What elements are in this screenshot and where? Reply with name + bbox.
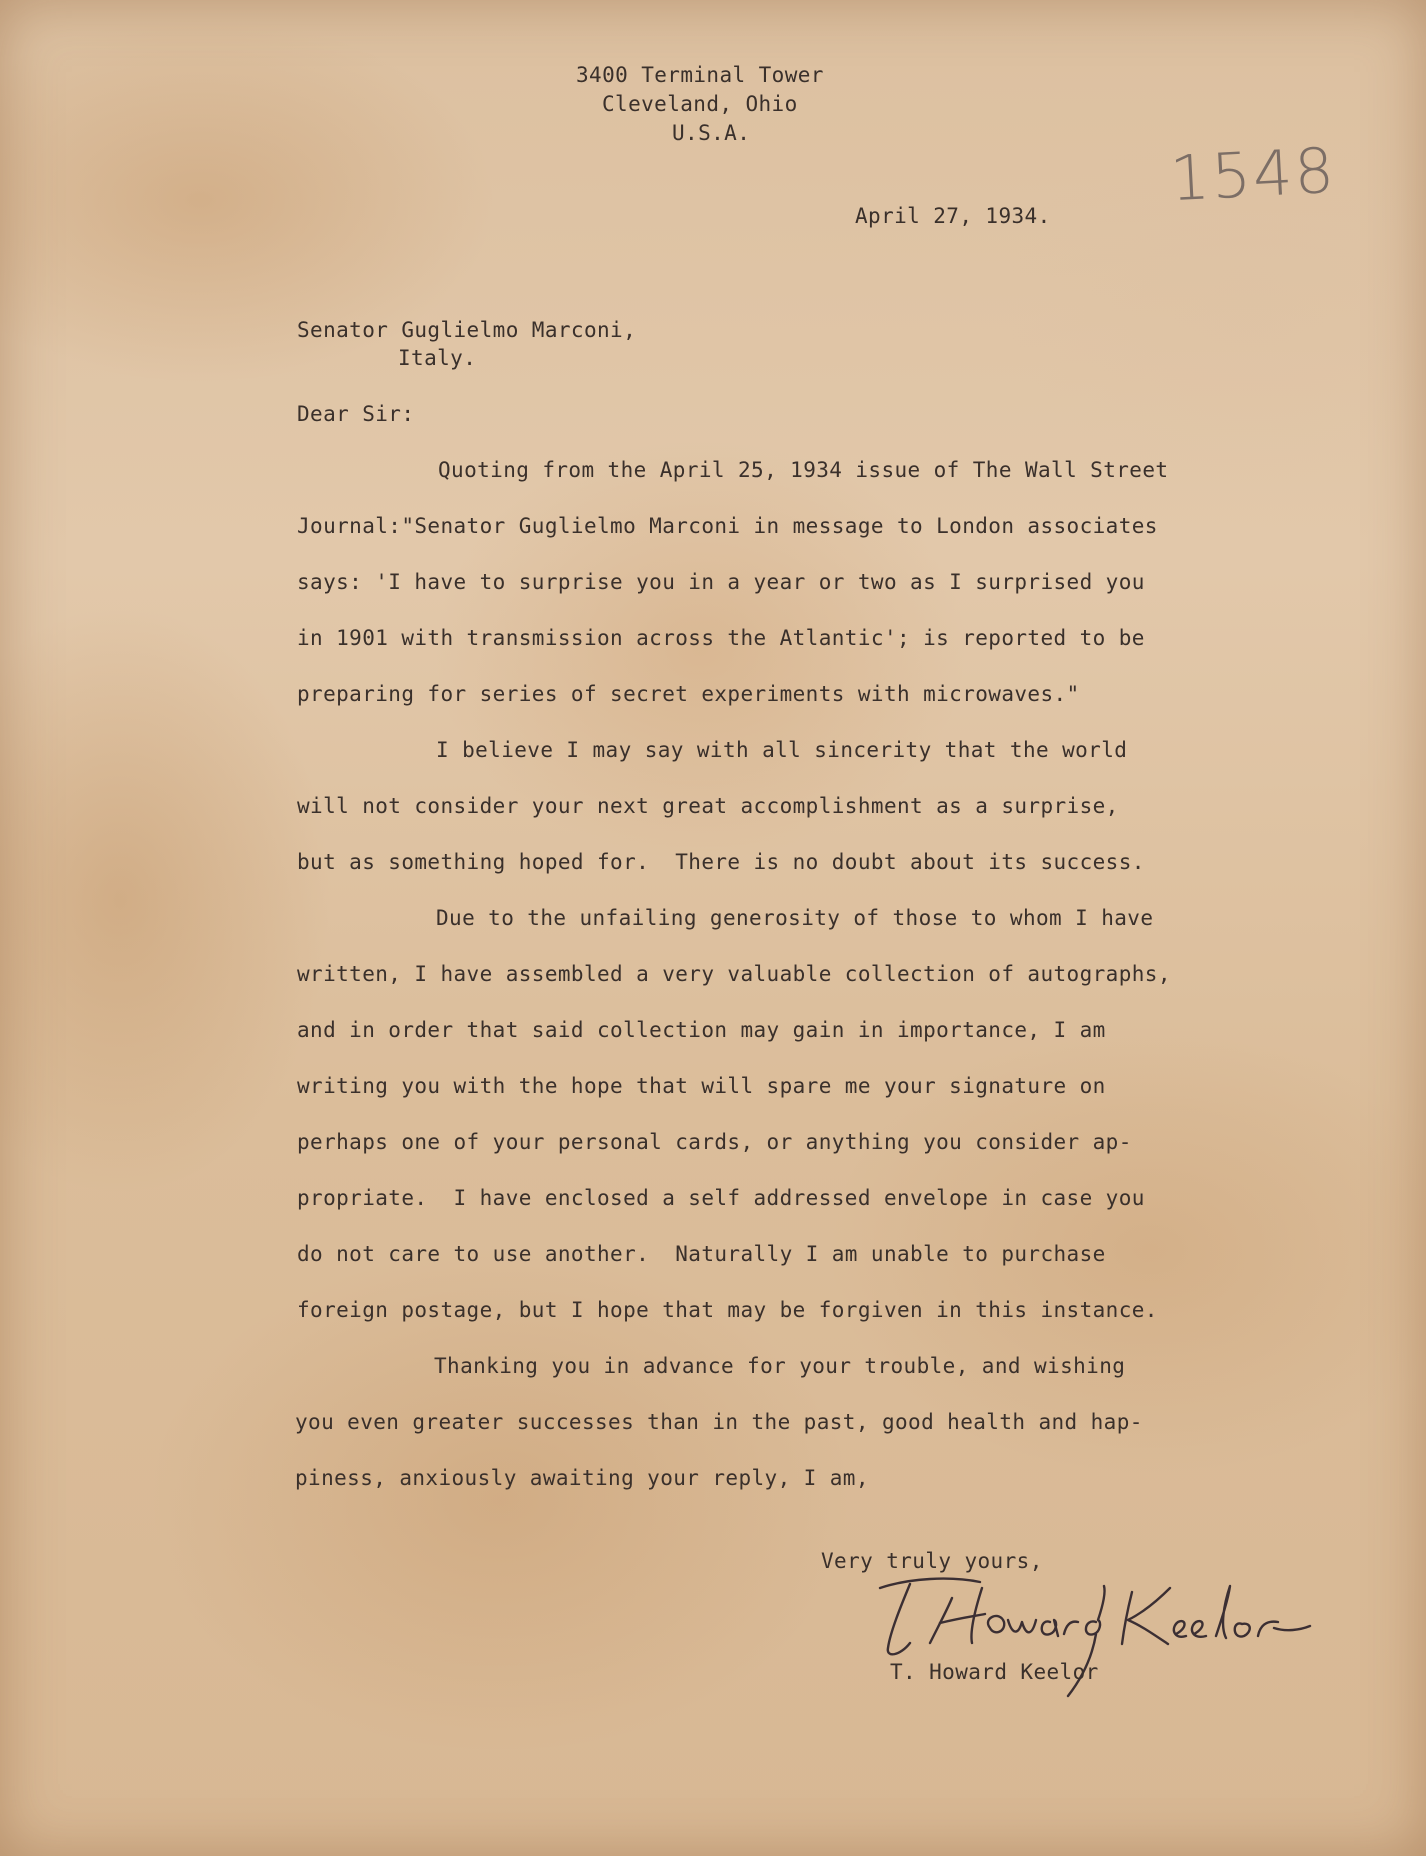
body-line: written, I have assembled a very valuable collection of autographs, [297,962,1171,986]
body-line: but as something hoped for. There is no doubt about its success. [297,850,1145,874]
body-line: piness, anxiously awaiting your reply, I am, [295,1466,869,1490]
body-line: do not care to use another. Naturally I am unable to purchase [297,1242,1106,1266]
body-line: preparing for series of secret experiments with microwaves." [297,682,1080,706]
closing: Very truly yours, [821,1549,1043,1573]
body-line: Due to the unfailing generosity of those to whom I have [436,906,1154,930]
body-line: Thanking you in advance for your trouble, and wishing [434,1354,1126,1378]
body-line: and in order that said collection may gain in importance, I am [297,1018,1106,1042]
letterhead-address-line-3: U.S.A. [672,121,751,145]
body-line: in 1901 with transmission across the Atlantic'; is reported to be [297,626,1145,650]
body-line: writing you with the hope that will spare me your signature on [297,1074,1106,1098]
letter-date: April 27, 1934. [855,204,1051,228]
body-line: perhaps one of your personal cards, or anything you consider ap- [297,1130,1132,1154]
letterhead-address-line-2: Cleveland, Ohio [602,92,798,116]
signer-name: T. Howard Keelor [890,1660,1099,1684]
salutation: Dear Sir: [297,402,415,426]
body-line: Journal:"Senator Guglielmo Marconi in message to London associates [297,514,1158,538]
letterhead-address-line-1: 3400 Terminal Tower [576,63,824,87]
body-line: will not consider your next great accomplishment as a surprise, [297,794,1119,818]
body-line: says: 'I have to surprise you in a year or two as I surprised you [297,570,1145,594]
handwritten-file-number: 1548 [1168,133,1338,216]
recipient-place: Italy. [398,346,477,370]
recipient-name: Senator Guglielmo Marconi, [297,318,637,342]
body-line: I believe I may say with all sincerity that the world [436,738,1128,762]
body-line: foreign postage, but I hope that may be forgiven in this instance. [297,1298,1158,1322]
body-line: Quoting from the April 25, 1934 issue of The Wall Street [438,458,1169,482]
body-line: propriate. I have enclosed a self addressed envelope in case you [297,1186,1145,1210]
body-line: you even greater successes than in the past, good health and hap- [295,1410,1143,1434]
